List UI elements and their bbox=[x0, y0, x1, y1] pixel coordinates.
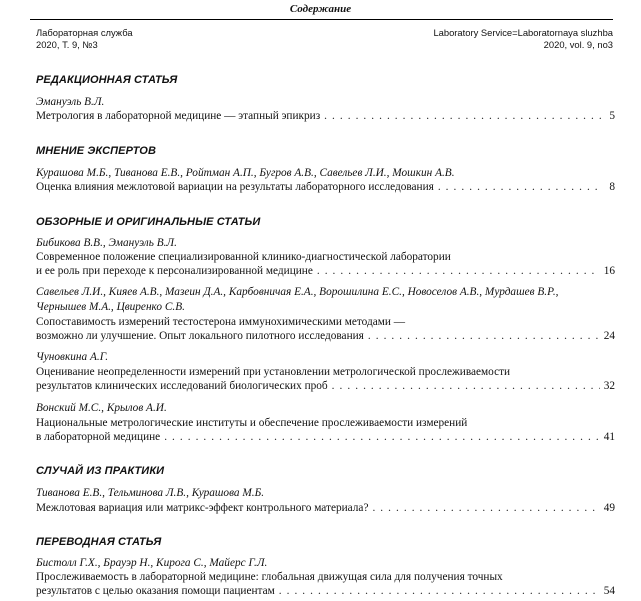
article-entry-link[interactable] bbox=[36, 585, 615, 597]
journal-issue-en: 2020, vol. 9, no3 bbox=[543, 38, 613, 50]
page-number: 5 bbox=[609, 110, 615, 122]
article-entry-link[interactable] bbox=[36, 330, 615, 342]
article-entry-link[interactable] bbox=[36, 181, 615, 193]
header-rule bbox=[30, 19, 613, 20]
article-authors: Эмануэль В.Л. bbox=[36, 96, 105, 108]
article-authors: Вонский М.С., Крылов А.И. bbox=[36, 402, 167, 414]
article-title: Межлотовая вариация или матрикс-эффект контрольного материала? bbox=[36, 502, 369, 514]
article-entry-link[interactable] bbox=[36, 502, 615, 514]
page-number: 24 bbox=[603, 330, 615, 342]
journal-info-en bbox=[433, 27, 613, 50]
article-entry-link[interactable] bbox=[36, 265, 615, 277]
article-title-cont: результатов с целью оказания помощи пациентам bbox=[36, 585, 275, 597]
dot-leader bbox=[372, 502, 599, 514]
dot-leader bbox=[317, 265, 600, 277]
page-number: 8 bbox=[609, 181, 615, 193]
section-title-reviews: ОБЗОРНЫЕ И ОРИГИНАЛЬНЫЕ СТАТЬИ bbox=[36, 216, 261, 228]
journal-name-en: Laboratory Service=Laboratornaya sluzhba bbox=[433, 27, 613, 38]
page-number: 32 bbox=[603, 380, 615, 392]
article-title[interactable]: Оценивание неопределенности измерений при установлении метрологической прослеживаемости bbox=[36, 366, 511, 378]
article-title: Метрология в лабораторной медицине — этапный эпикриз bbox=[36, 110, 321, 122]
article-entry-link[interactable] bbox=[36, 431, 615, 443]
article-authors: Курашова М.Б., Тиванова Е.В., Ройтман А.П., Бугров А.В., Савельев Л.И., Мошкин А.В. bbox=[36, 167, 455, 179]
article-authors: Бистолл Г.Х., Брауэр Н., Кирога С., Майерс Г.Л. bbox=[36, 557, 268, 569]
dot-leader bbox=[279, 585, 600, 597]
article-entry-link[interactable] bbox=[36, 380, 615, 392]
article-title: Оценка влияния межлотовой вариации на результаты лабораторного исследования bbox=[36, 181, 434, 193]
article-title-cont: возможно ли улучшение. Опыт локального пилотного исследования bbox=[36, 330, 364, 342]
article-title-cont: результатов клинических исследований биологических проб bbox=[36, 380, 328, 392]
dot-leader bbox=[368, 330, 600, 342]
article-title-cont: в лабораторной медицине bbox=[36, 431, 161, 443]
article-entry-link[interactable] bbox=[36, 110, 615, 122]
dot-leader bbox=[324, 110, 603, 122]
page-number: 49 bbox=[603, 502, 615, 514]
article-title[interactable]: Сопоставимость измерений тестостерона иммунохимическими методами — bbox=[36, 316, 406, 328]
section-title-expert-opinion: МНЕНИЕ ЭКСПЕРТОВ bbox=[36, 145, 157, 157]
article-authors-cont: Чернышев М.А., Цвиренко С.В. bbox=[36, 301, 185, 313]
dot-leader bbox=[332, 380, 600, 392]
running-head-title: Содержание bbox=[289, 3, 352, 15]
article-title[interactable]: Современное положение специализированной клинико-диагностической лаборатории bbox=[36, 251, 451, 263]
article-title-cont: и ее роль при переходе к персонализированной медицине bbox=[36, 265, 313, 277]
journal-info-ru bbox=[36, 27, 133, 50]
article-authors: Тиванова Е.В., Тельминова Л.В., Курашова М.Б. bbox=[36, 487, 265, 499]
page-number: 16 bbox=[603, 265, 615, 277]
page-number: 54 bbox=[603, 585, 615, 597]
article-authors: Чуновкина А.Г. bbox=[36, 351, 109, 363]
article-title[interactable]: Прослеживаемость в лабораторной медицине: глобальная движущая сила для получения точных bbox=[36, 571, 503, 583]
article-authors: Савельев Л.И., Кияев А.В., Мазеин Д.А., Карбовничая Е.А., Ворошилина Е.С., Новоселов А.В., Мурдашев В.Р., bbox=[36, 286, 559, 298]
section-title-translated: ПЕРЕВОДНАЯ СТАТЬЯ bbox=[36, 536, 162, 548]
article-authors: Бибикова В.В., Эмануэль В.Л. bbox=[36, 237, 177, 249]
article-title[interactable]: Национальные метрологические институты и обеспечение прослеживаемости измерений bbox=[36, 417, 468, 429]
dot-leader bbox=[164, 431, 600, 443]
journal-name-ru: Лабораторная служба bbox=[36, 27, 133, 38]
journal-issue-ru: 2020, Т. 9, №3 bbox=[36, 38, 98, 50]
dot-leader bbox=[438, 181, 603, 193]
page-number: 41 bbox=[603, 431, 615, 443]
section-title-case-report: СЛУЧАЙ ИЗ ПРАКТИКИ bbox=[36, 465, 165, 477]
section-title-editorial: РЕДАКЦИОННАЯ СТАТЬЯ bbox=[36, 74, 178, 86]
